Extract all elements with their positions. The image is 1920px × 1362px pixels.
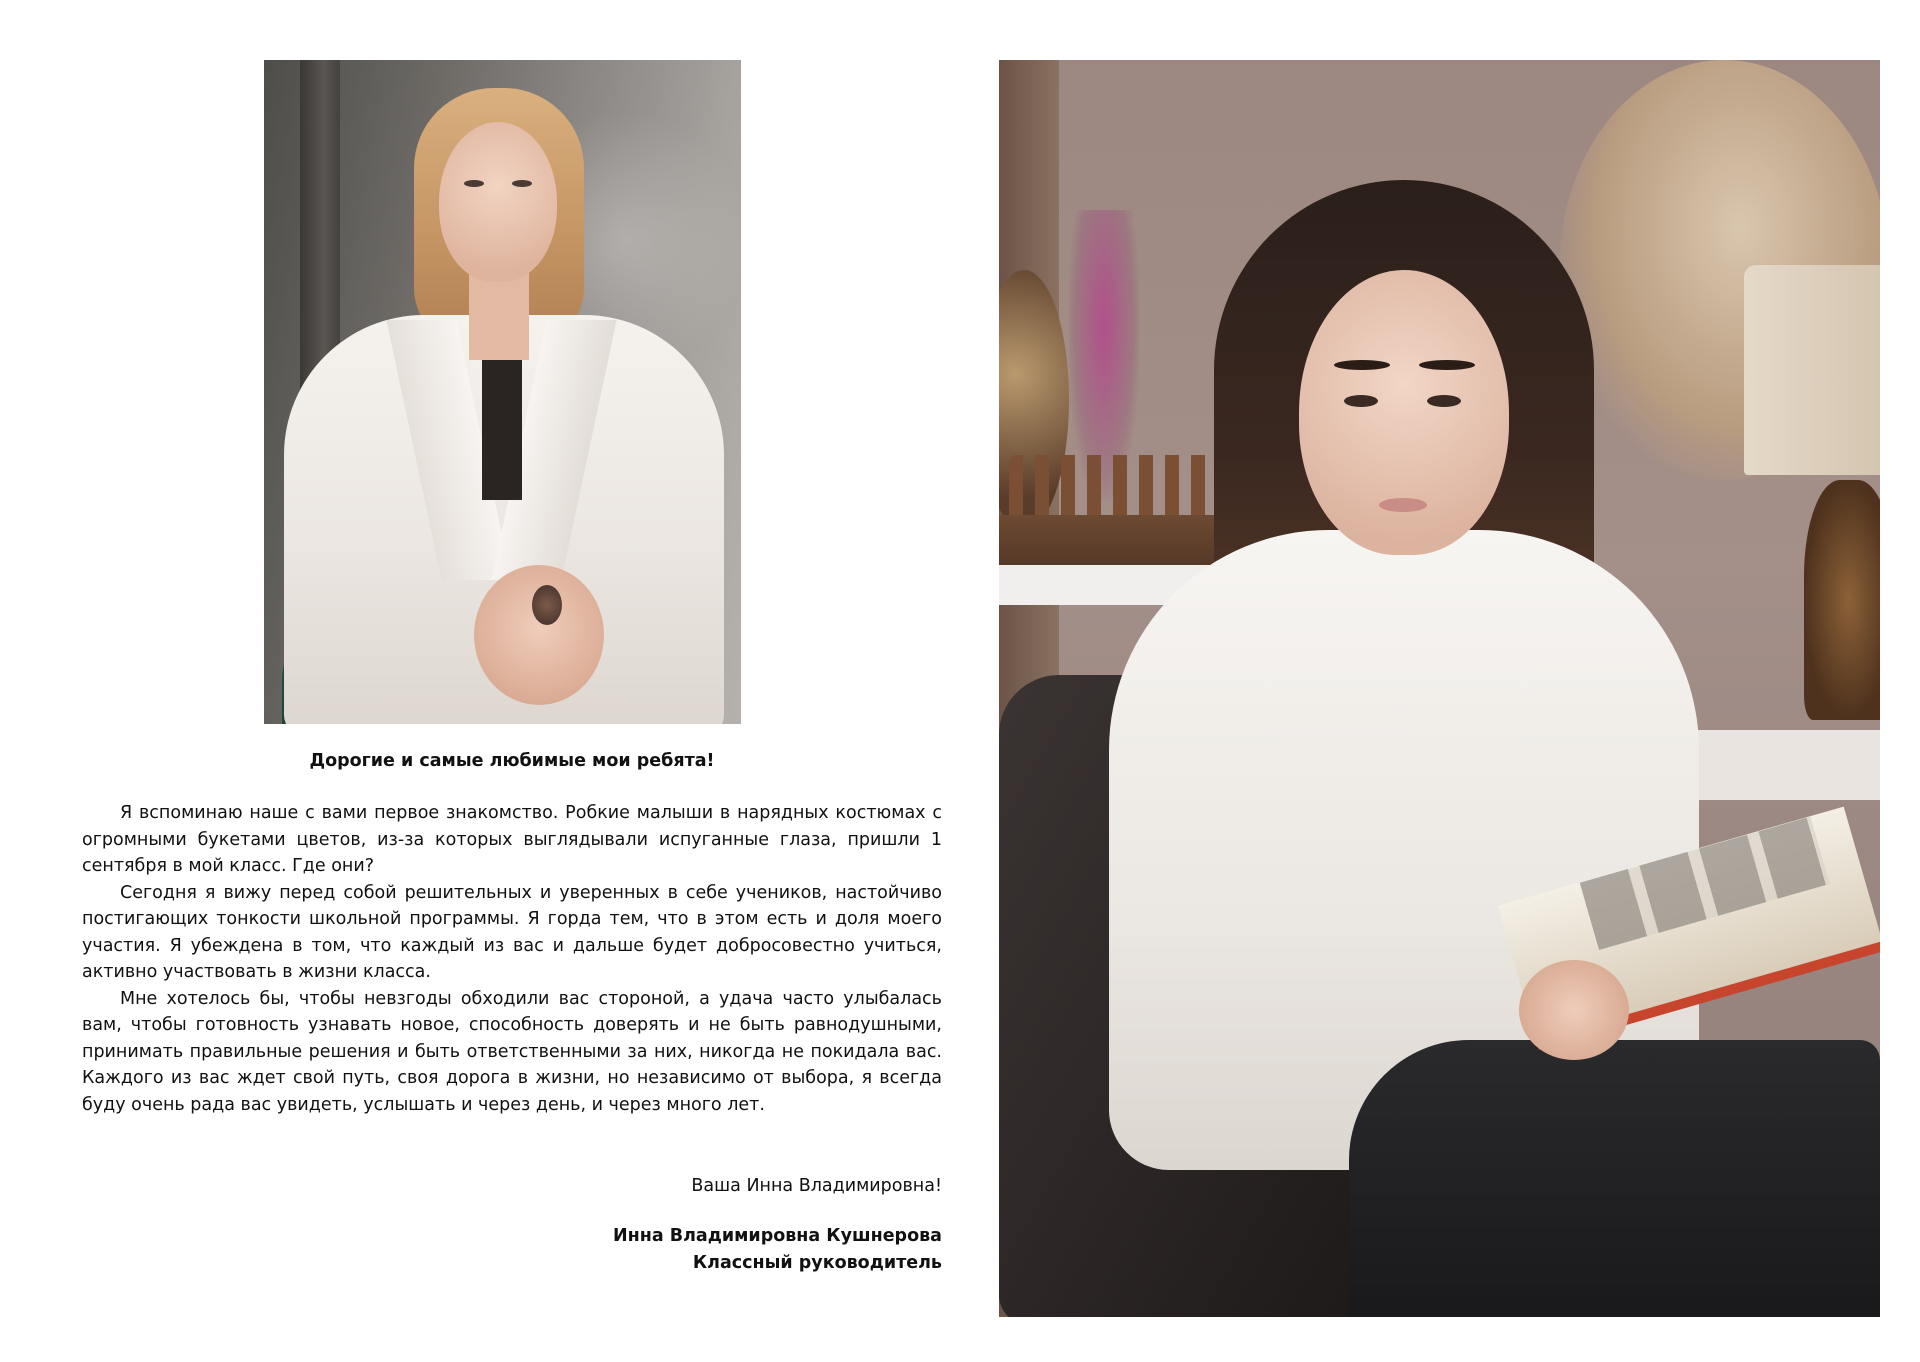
student-lips	[1379, 498, 1427, 512]
teacher-eye-left	[464, 180, 484, 187]
lamp-base	[1804, 480, 1880, 720]
signature-role: Классный руководитель	[692, 1253, 942, 1273]
teacher-face	[439, 122, 557, 282]
student-brow-right	[1419, 360, 1475, 370]
teacher-portrait-photo	[264, 60, 741, 724]
letter-body	[82, 800, 942, 1118]
student-eye-right	[1427, 395, 1461, 407]
letter-closing: Ваша Инна Владимировна!	[691, 1176, 942, 1196]
student-hand	[1519, 960, 1629, 1060]
student-face	[1299, 270, 1509, 555]
signature-name: Инна Владимировна Кушнерова	[613, 1226, 942, 1246]
letter-heading: Дорогие и самые любимые мои ребята!	[309, 751, 715, 771]
teacher-eye-right	[512, 180, 532, 187]
student-brow-left	[1334, 360, 1390, 370]
lamp-shade	[1744, 265, 1880, 475]
signature-block	[82, 1223, 942, 1277]
student-eye-left	[1344, 395, 1378, 407]
letter-paragraph: Я вспоминаю наше с вами первое знакомство. Робкие малыши в нарядных костюмах с огромными букетами цветов, из-за которых выглядывали испуганные глаза, пришли 1 сентября в мой класс. Где они?	[82, 803, 942, 876]
clasped-hands	[474, 565, 604, 705]
dark-top	[482, 350, 522, 500]
brooch	[532, 585, 562, 625]
teacher-neck	[469, 270, 529, 360]
student-portrait-photo	[999, 60, 1880, 1317]
letter-paragraph: Мне хотелось бы, чтобы невзгоды обходили вас стороной, а удача часто улыбалась вам, чтобы готовность узнавать новое, способность доверять и не быть равнодушными, принимать правильные решения и быть ответственными за них, никогда не покидала вас. Каждого из вас ждет свой путь, своя дорога в жизни, но независимо от выбора, я всегда буду очень рада вас увидеть, услышать и через день, и через много лет.	[82, 988, 942, 1115]
letter-paragraph: Сегодня я вижу перед собой решительных и уверенных в себе учеников, настойчиво постигающих тонкости школьной программы. Я горда тем, что в этом есть и доля моего участия. Я убеждена в том, что каждый из вас и дальше будет добросовестно учиться, активно участвовать в жизни класса.	[82, 882, 942, 982]
dark-jeans	[1349, 1040, 1880, 1317]
